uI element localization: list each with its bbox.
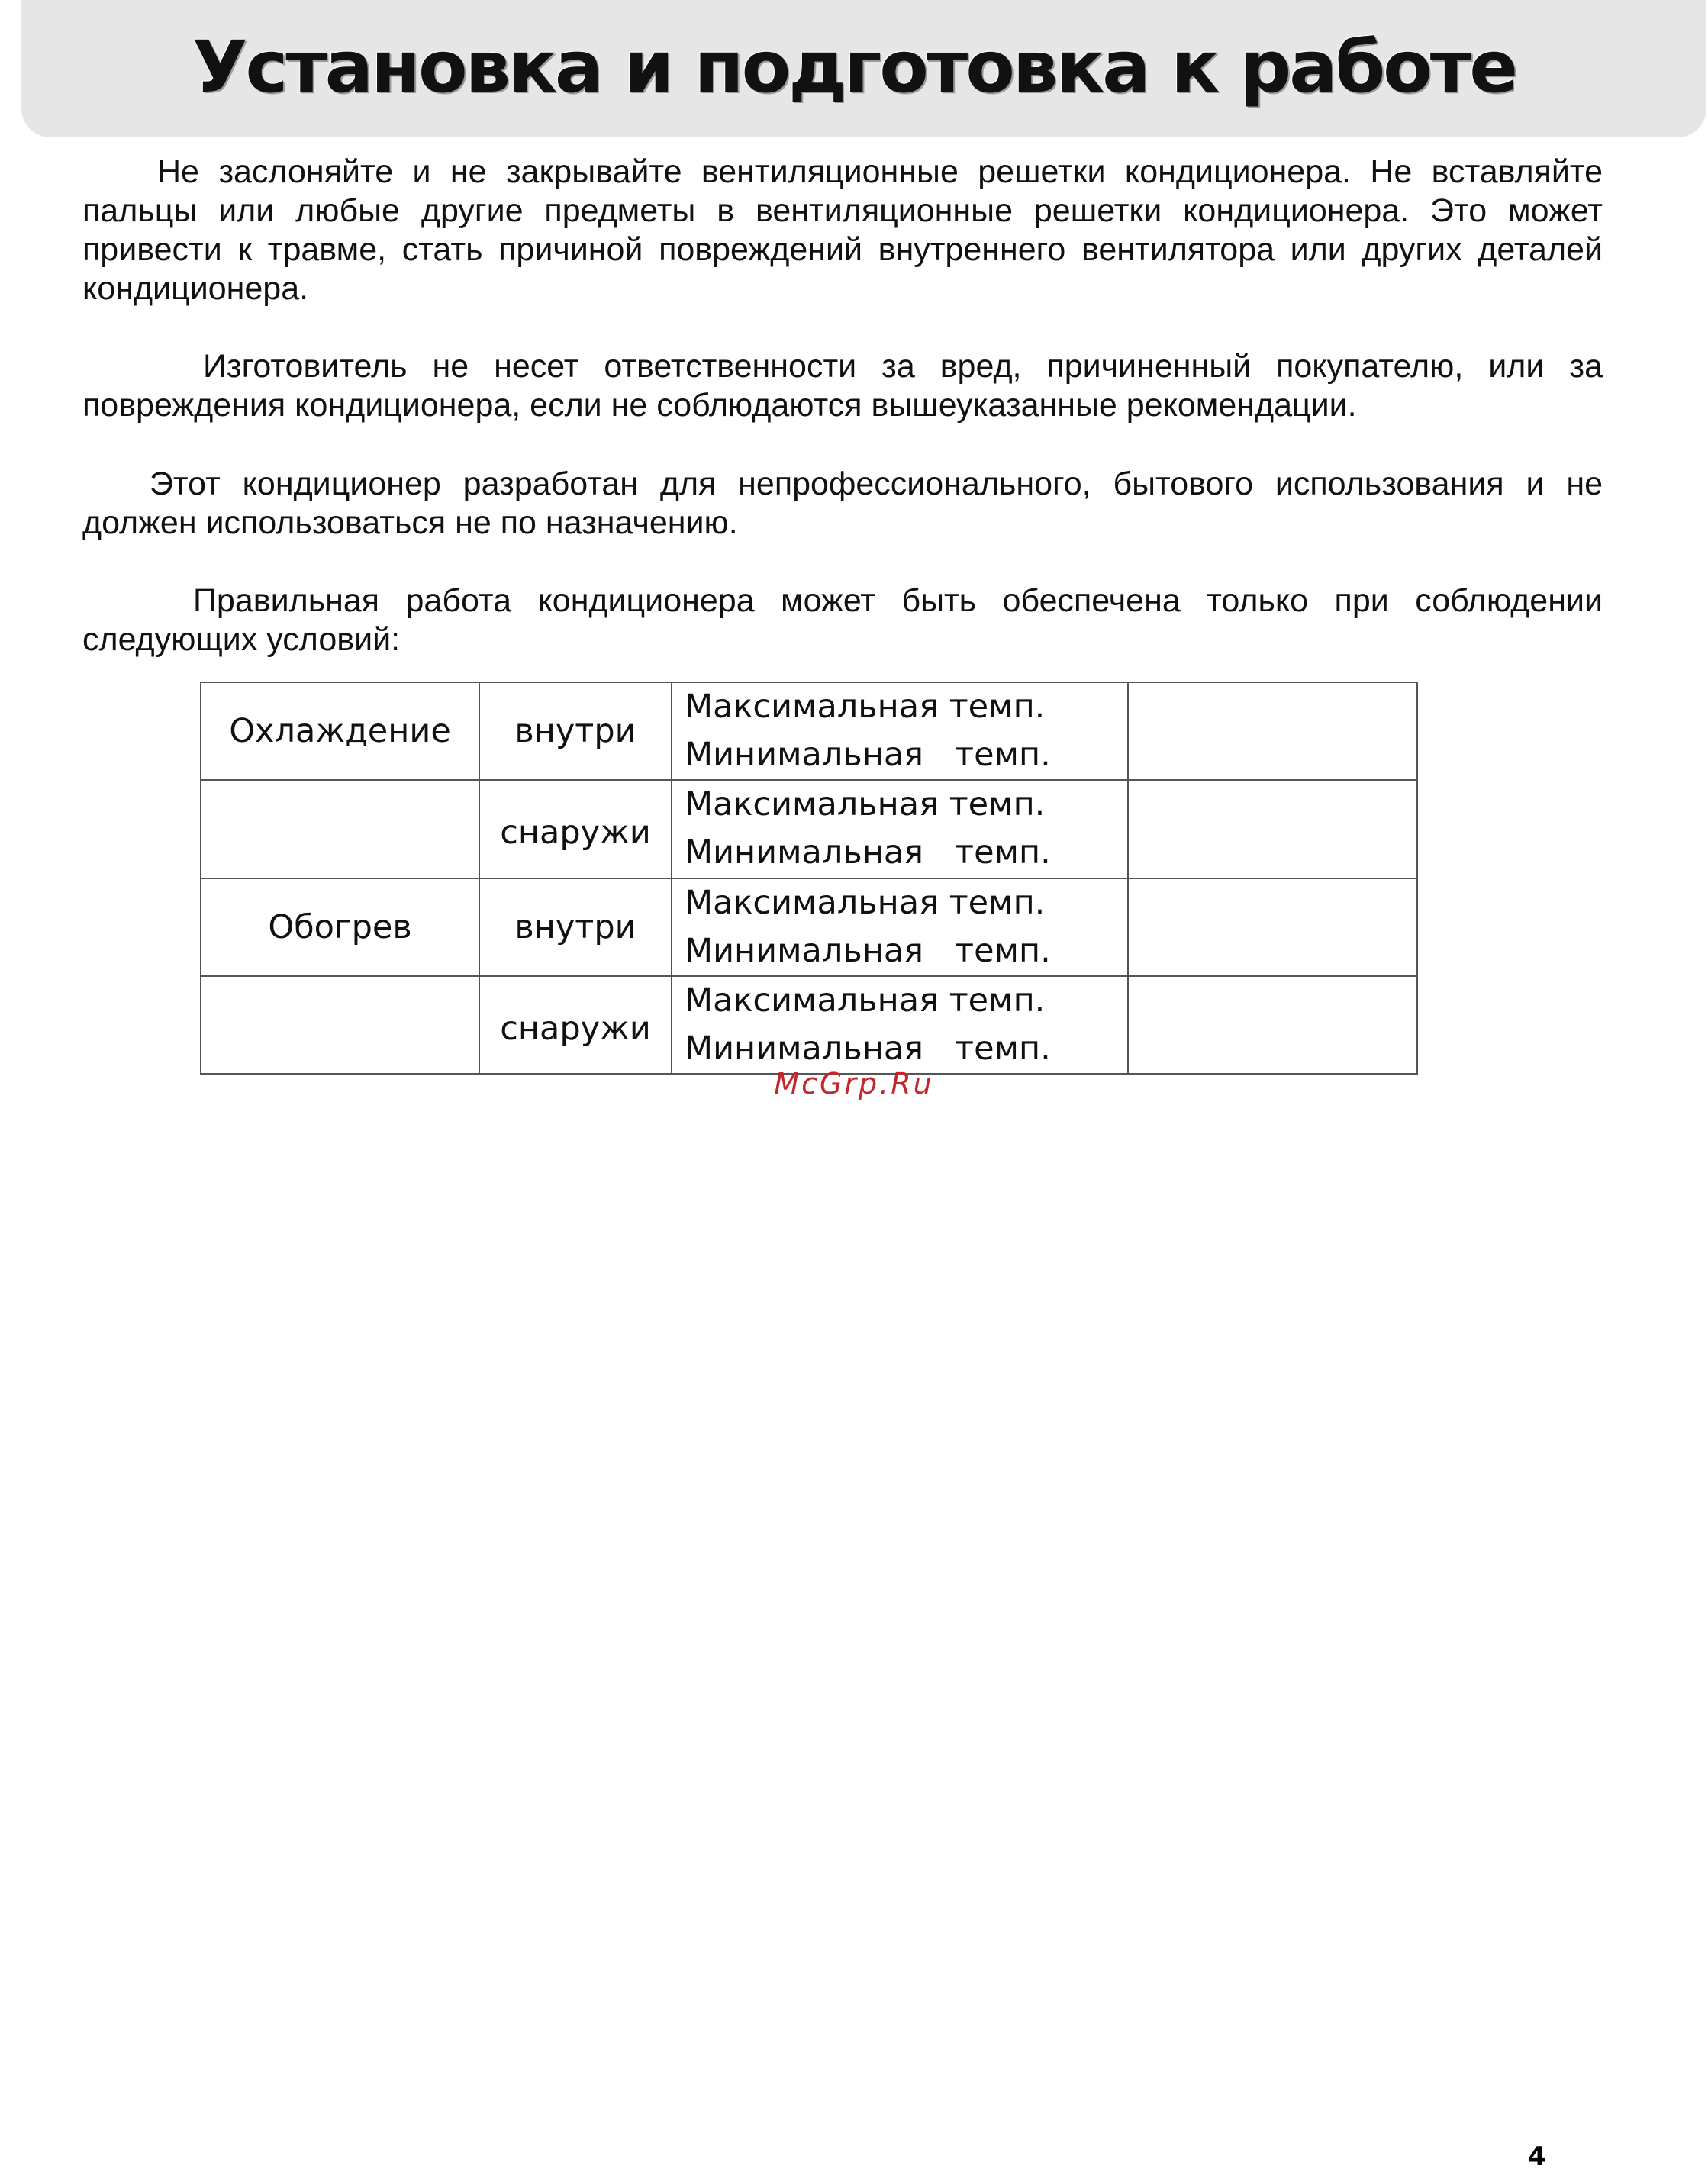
table-row	[201, 780, 1417, 878]
page-title: Установка и подготовка к работе	[192, 26, 1516, 109]
temperature-value-cell	[1128, 780, 1417, 878]
table-row	[201, 976, 1417, 1074]
location-cell: внутри	[479, 682, 672, 780]
operating-conditions-table	[200, 682, 1418, 1075]
table-row	[201, 878, 1417, 976]
min-temp-label: Минимальная темп.	[685, 833, 1051, 872]
max-temp-label: Максимальная темп.	[685, 981, 1046, 1020]
watermark-text: McGrp.Ru	[774, 1067, 934, 1101]
mode-cell	[201, 976, 479, 1074]
temperature-value-cell	[1128, 682, 1417, 780]
paragraph-ventilation-warning: Не заслоняйте и не закрывайте вентиляционные решетки кондиционера. Не вставляйте пальцы или любые другие предметы в вентиляционные решетки кондиционера. Это может привести к травме, стать причиной повреждений внутреннего вентилятора или других деталей кондиционера.	[82, 153, 1603, 307]
page-number: 4	[1528, 2141, 1546, 2172]
table-row	[201, 682, 1417, 780]
temperature-labels-cell	[672, 780, 1128, 878]
paragraph-liability: Изготовитель не несет ответственности за вред, причиненный покупателю, или за повреждения кондиционера, если не соблюдаются вышеуказанные рекомендации.	[82, 348, 1603, 424]
location-cell: снаружи	[479, 976, 672, 1074]
max-temp-label: Максимальная темп.	[685, 883, 1046, 922]
temperature-value-cell	[1128, 976, 1417, 1074]
paragraph-conditions-intro: Правильная работа кондиционера может быть обеспечена только при соблюдении следующих условий:	[82, 582, 1603, 658]
min-temp-label: Минимальная темп.	[685, 931, 1051, 970]
mode-cell: Охлаждение	[201, 682, 479, 780]
temperature-labels-cell	[672, 976, 1128, 1074]
paragraph-intended-use: Этот кондиционер разработан для непрофессионального, бытового использования и не должен использоваться не по назначению.	[82, 466, 1603, 541]
min-temp-label: Минимальная темп.	[685, 736, 1051, 775]
max-temp-label: Максимальная темп.	[685, 688, 1046, 727]
min-temp-label: Минимальная темп.	[685, 1029, 1051, 1068]
temperature-labels-cell	[672, 878, 1128, 976]
temperature-labels-cell	[672, 682, 1128, 780]
location-cell: снаружи	[479, 780, 672, 878]
mode-cell: Обогрев	[201, 878, 479, 976]
location-cell: внутри	[479, 878, 672, 976]
max-temp-label: Максимальная темп.	[685, 785, 1046, 824]
temperature-value-cell	[1128, 878, 1417, 976]
mode-cell	[201, 780, 479, 878]
